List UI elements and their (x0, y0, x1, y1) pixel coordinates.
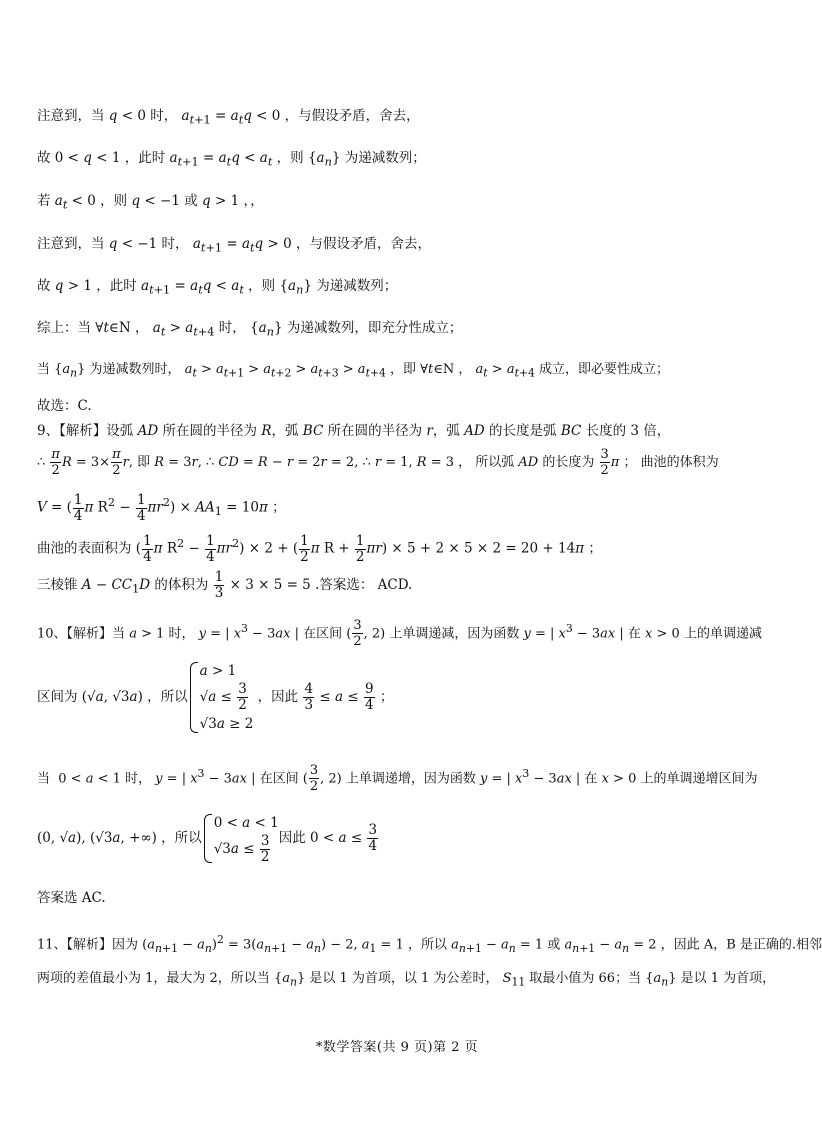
text-line-9: 9、【解析】设弧 AD 所在圆的半径为 R，弧 BC 所在圆的半径为 r，弧 AD 的长度是弧 BC 长度的 3 倍， (37, 423, 671, 439)
text-line-20: 两项的差值最小为 1，最大为 2，所以当 $\{a_n\}$ 是以 1 为首项，以 1 为公差时， $S_{11}$ 取最小值为 66；当 $\{a_n\}$ 是以 1 为首项， (37, 971, 776, 989)
text-line-15: 区间为 (√a, √3a) ，所以 a > 1 √a ≤ $\frac{3}{2}$ √3a ≥ 2 ，因此 $\frac{4}{3}$ ≤ a ≤ $\frac{9}{4}$ ； (37, 652, 764, 742)
text-line-5: 故 q > 1 ，此时 $a_{t+1} = a_tq < a_t$ ，则 $\{a_n\}$ 为递减数列； (37, 278, 398, 297)
text-line-3: 若 $a_t < 0$ ，则 q < −1 或 q > 1 ，， (37, 193, 264, 212)
text-line-18: 答案选 AC. (37, 890, 106, 906)
text-line-10: ∴ $\frac{\pi}{2}$ R = 3× $\frac{\pi}{2}$ r, 即 R = 3r, ∴ CD = R − r = 2r = 2, ∴ r = 1, R = 3 ， 所以弧 AD 的长度为 $\frac{3}{2}$ π ； 曲池的体积为 (37, 447, 719, 478)
text-line-17: (0, √a), (√3a, +∞) ，所以 0 < a < 1 √3a ≤ $\frac{3}{2}$ 因此 0 < a ≤ $\frac{3}{4}$ (37, 808, 764, 868)
text-line-19: 11、【解析】因为 $(a_{n+1} - a_n)^2 = 3(a_{n+1} - a_n) - 2$, $a_1 = 1$ ，所以 $a_{n+1} - a_n = 1$ 或 $a_{n+1} - a_n = 2$ ，因此 A，B 是正确的.相邻 (37, 933, 822, 955)
text-line-12: 曲池的表面积为 ( $\frac{1}{4}$ π $R^2$ − $\frac{1}{4}$ $\pi r^2) \times 2$ + ( $\frac{1}{2}$ π R + $\frac{1}{2}$ πr) × 5 + 2 × 5 × 2 = 20 + 14π ； (37, 532, 602, 565)
text-line-2: 故 0 < q < 1 ，此时 $a_{t+1} = a_tq < a_t$ ，则 $\{a_n\}$ 为递减数列； (37, 150, 426, 169)
text-line-11: V = ( $\frac{1}{4}$ π $R^2$ − $\frac{1}{4}$ $\pi r^2) \times AA_1 = 10\pi$ ； (37, 491, 286, 524)
text-line-7: 当 $\{a_n\}$ 为递减数列时， $a_t > a_{t+1} > a_{t+2} > a_{t+3} > a_{t+4}$ ，即 ∀t∈N ， $a_t > a_{t+4}$ 成立，即必要性成立； (37, 362, 670, 380)
text-line-1: 注意到，当 q < 0 时， $a_{t+1} = a_tq < 0$ ，与假设矛盾，舍去， (37, 108, 420, 127)
inequality-system-1: a > 1 √a ≤ $\frac{3}{2}$ √3a ≥ 2 (190, 660, 254, 735)
text-line-8: 故选：C. (37, 398, 92, 414)
inequality-system-2: 0 < a < 1 √3a ≤ $\frac{3}{2}$ (204, 812, 279, 865)
text-line-14: 10、【解析】当 a > 1 时， y = | $x^3 - 3ax$ | 在区间 ( $\frac{3}{2}$ , 2) 上单调递减，因为函数 y = | $x^3 - 3ax$ | 在 x > 0 上的单调递减 (37, 618, 762, 650)
text-line-13: 三棱锥 $A - CC_1D$ 的体积为 $\frac{1}{3}$ × 3 × 5 = 5 .答案选： ACD. (37, 569, 413, 601)
text-line-4: 注意到，当 q < −1 时， $a_{t+1} = a_tq > 0$ ，与假设矛盾，舍去， (37, 236, 431, 255)
text-line-6: 综上：当 ∀t∈N ， $a_t > a_{t+4}$ 时， $\{a_n\}$ 为递减数列，即充分性成立； (37, 320, 463, 339)
page-footer: *数学答案(共 9 页)第 2 页 (315, 1040, 479, 1055)
text-line-16: 当 0 < a < 1 时， y = | $x^3 - 3ax$ | 在区间 ( $\frac{3}{2}$ , 2) 上单调递增，因为函数 y = | $x^3 - 3ax$ | 在 x > 0 上的单调递增区间为 (37, 763, 758, 795)
